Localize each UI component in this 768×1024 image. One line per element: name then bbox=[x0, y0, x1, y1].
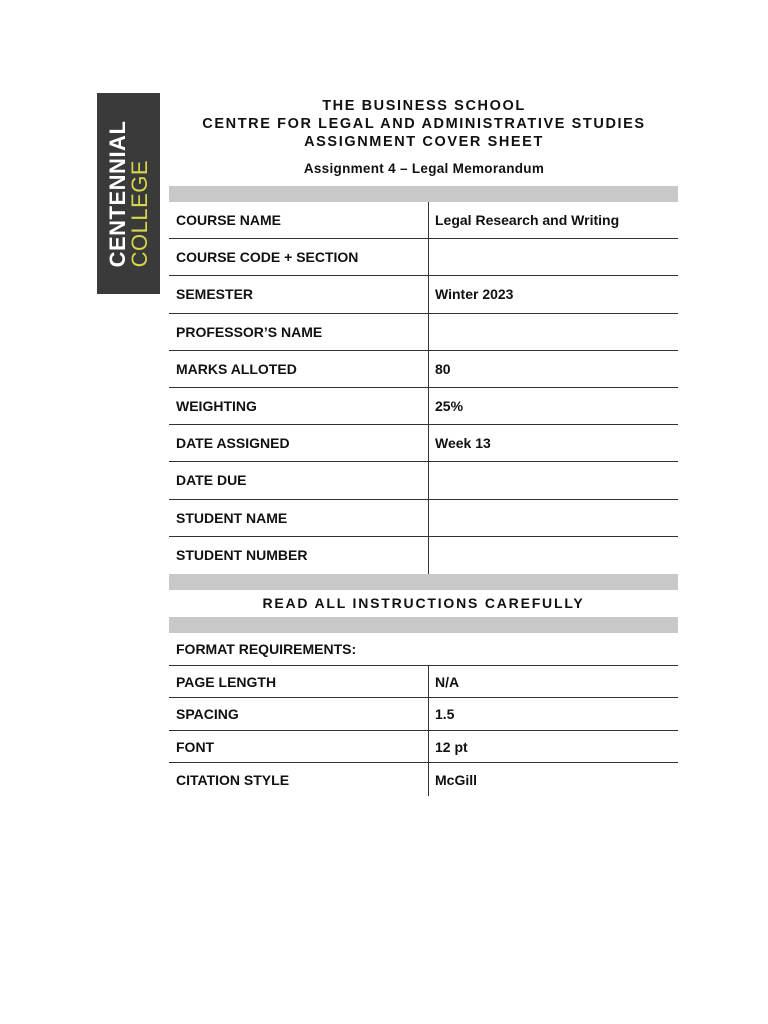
table-row bbox=[169, 202, 678, 239]
row-value: 1.5 bbox=[428, 698, 678, 730]
row-label: WEIGHTING bbox=[176, 398, 257, 415]
header-cover-sheet: ASSIGNMENT COVER SHEET bbox=[304, 134, 544, 150]
row-value bbox=[428, 314, 678, 350]
row-label: DATE ASSIGNED bbox=[176, 435, 290, 452]
row-value: Week 13 bbox=[428, 425, 678, 461]
row-value: McGill bbox=[428, 763, 678, 796]
row-label: SEMESTER bbox=[176, 286, 254, 303]
row-value: N/A bbox=[428, 666, 678, 698]
format-requirements-heading: FORMAT REQUIREMENTS: bbox=[169, 633, 678, 666]
row-label: PAGE LENGTH bbox=[176, 673, 277, 690]
row-value bbox=[428, 500, 678, 536]
row-label: STUDENT NAME bbox=[176, 509, 288, 526]
row-label: COURSE CODE + SECTION bbox=[176, 249, 359, 266]
table-row bbox=[169, 537, 678, 574]
row-value bbox=[428, 239, 678, 275]
college-logo bbox=[97, 93, 160, 294]
divider-band bbox=[169, 186, 678, 202]
header-school: THE BUSINESS SCHOOL bbox=[322, 98, 526, 114]
cover-sheet-table bbox=[169, 186, 678, 796]
table-row bbox=[169, 425, 678, 462]
table-row bbox=[169, 731, 678, 764]
table-row bbox=[169, 239, 678, 276]
row-label: COURSE NAME bbox=[176, 212, 282, 229]
header-centre: CENTRE FOR LEGAL AND ADMINISTRATIVE STUDIES bbox=[202, 116, 646, 132]
row-label: PROFESSOR’S NAME bbox=[176, 323, 323, 340]
row-value: 80 bbox=[428, 351, 678, 387]
logo-line-centennial: CENTENNIAL bbox=[104, 120, 130, 267]
row-value bbox=[428, 462, 678, 498]
table-row bbox=[169, 351, 678, 388]
instructions-heading: READ ALL INSTRUCTIONS CAREFULLY bbox=[262, 595, 585, 612]
logo-line-college: COLLEGE bbox=[126, 159, 152, 267]
table-row bbox=[169, 500, 678, 537]
row-label: SPACING bbox=[176, 706, 239, 723]
document-header bbox=[170, 97, 678, 176]
row-label: CITATION STYLE bbox=[176, 771, 290, 788]
row-label: DATE DUE bbox=[176, 472, 247, 489]
table-row bbox=[169, 462, 678, 499]
row-value: Legal Research and Writing bbox=[428, 202, 678, 238]
table-row bbox=[169, 763, 678, 796]
divider-band bbox=[169, 574, 678, 590]
logo-text bbox=[104, 120, 152, 267]
table-row bbox=[169, 666, 678, 699]
table-row bbox=[169, 276, 678, 313]
table-row bbox=[169, 314, 678, 351]
row-label: STUDENT NUMBER bbox=[176, 547, 308, 564]
table-row bbox=[169, 698, 678, 731]
table-row bbox=[169, 388, 678, 425]
row-value: 25% bbox=[428, 388, 678, 424]
row-value: Winter 2023 bbox=[428, 276, 678, 312]
divider-band bbox=[169, 617, 678, 633]
row-value: 12 pt bbox=[428, 731, 678, 763]
assignment-title: Assignment 4 – Legal Memorandum bbox=[303, 161, 545, 176]
row-label: MARKS ALLOTED bbox=[176, 360, 297, 377]
row-label: FONT bbox=[176, 738, 215, 755]
row-value bbox=[428, 537, 678, 574]
